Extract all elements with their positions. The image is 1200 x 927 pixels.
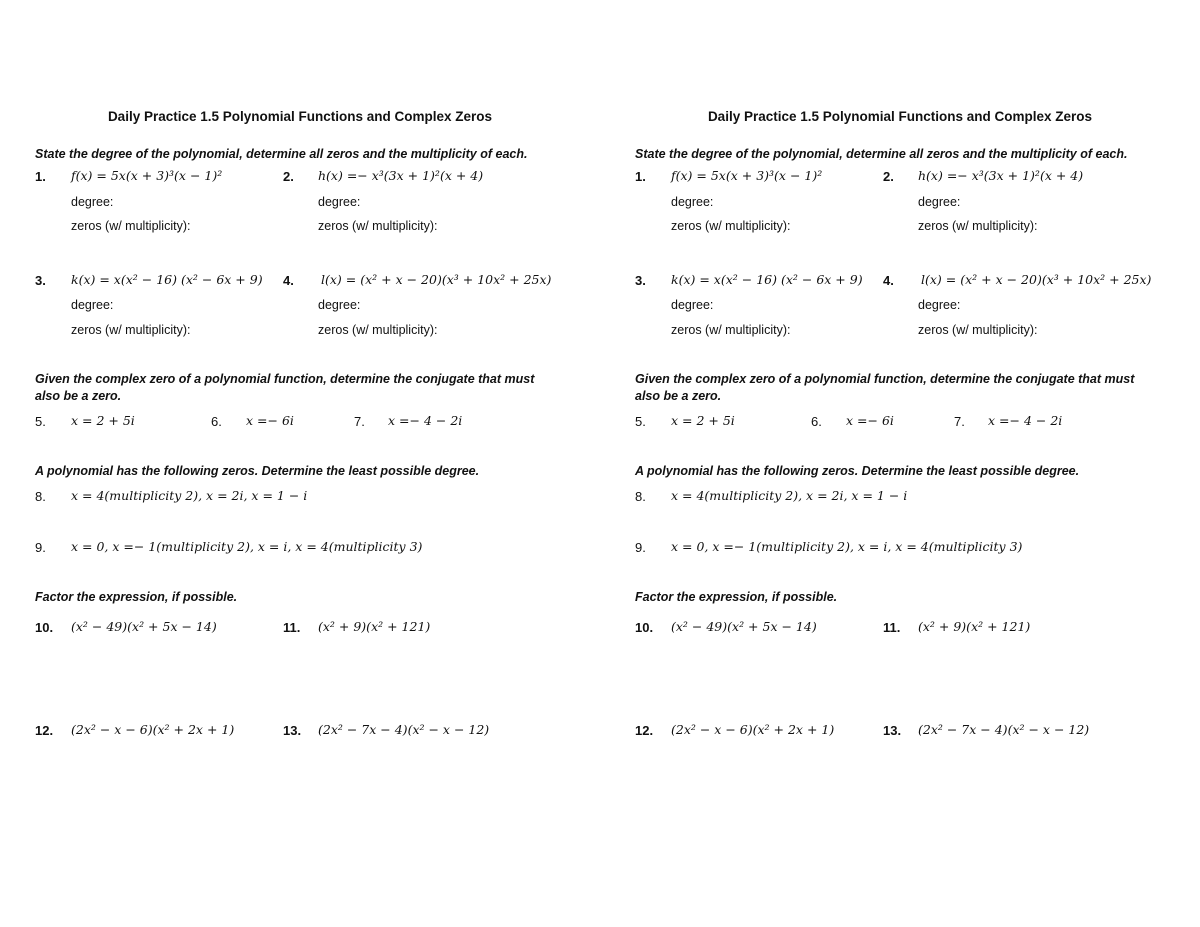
problem-6-number: 6. [211, 414, 222, 429]
problem-3-zeros-label: zeros (w/ multiplicity): [671, 323, 791, 337]
worksheet-title: Daily Practice 1.5 Polynomial Functions and Complex Zeros [707, 109, 1093, 124]
problem-4-expression: l(x) = (x² + x − 20)(x³ + 10x² + 25x) [921, 272, 1152, 287]
problem-8-number: 8. [635, 489, 646, 504]
problem-7-expression: x =− 4 − 2i [388, 413, 463, 428]
problem-1-number: 1. [635, 169, 646, 184]
problem-8-expression: x = 4(multiplicity 2), x = 2i, x = 1 − i [671, 488, 908, 503]
problem-2-zeros-label: zeros (w/ multiplicity): [318, 219, 438, 233]
problem-13-expression: (2x² − 7x − 4)(x² − x − 12) [318, 722, 490, 737]
problem-5-expression: x = 2 + 5i [671, 413, 735, 428]
problem-3-degree-label: degree: [71, 298, 114, 312]
problem-2-number: 2. [883, 169, 894, 184]
section2-instruction: Given the complex zero of a polynomial function, determine the conjugate that must also be a zero. [635, 372, 1135, 403]
problem-12-expression: (2x² − x − 6)(x² + 2x + 1) [71, 722, 235, 737]
section1-instruction: State the degree of the polynomial, determine all zeros and the multiplicity of each. [35, 147, 528, 161]
problem-4-degree-label: degree: [918, 298, 961, 312]
problem-2-expression: h(x) =− x³(3x + 1)²(x + 4) [318, 168, 484, 183]
problem-10-number: 10. [35, 620, 54, 635]
problem-4-zeros-label: zeros (w/ multiplicity): [318, 323, 438, 337]
problem-1-zeros-label: zeros (w/ multiplicity): [671, 219, 791, 233]
problem-6-expression: x =− 6i [246, 413, 294, 428]
problem-11-expression: (x² + 9)(x² + 121) [318, 619, 431, 634]
section1-instruction: State the degree of the polynomial, determine all zeros and the multiplicity of each. [635, 147, 1128, 161]
problem-3-number: 3. [35, 273, 46, 288]
problem-2-number: 2. [283, 169, 294, 184]
problem-3-number: 3. [635, 273, 646, 288]
problem-7-expression: x =− 4 − 2i [988, 413, 1063, 428]
problem-2-zeros-label: zeros (w/ multiplicity): [918, 219, 1038, 233]
problem-3-expression: k(x) = x(x² − 16) (x² − 6x + 9) [671, 272, 863, 287]
problem-13-number: 13. [883, 723, 902, 738]
problem-1-degree-label: degree: [671, 195, 714, 209]
problem-2-expression: h(x) =− x³(3x + 1)²(x + 4) [918, 168, 1084, 183]
problem-7-number: 7. [354, 414, 365, 429]
problem-2-degree-label: degree: [318, 195, 361, 209]
section3-instruction: A polynomial has the following zeros. Determine the least possible degree. [35, 464, 480, 478]
section4-instruction: Factor the expression, if possible. [35, 590, 238, 604]
problem-1-number: 1. [35, 169, 46, 184]
problem-10-expression: (x² − 49)(x² + 5x − 14) [71, 619, 217, 634]
problem-11-number: 11. [883, 620, 901, 635]
problem-3-expression: k(x) = x(x² − 16) (x² − 6x + 9) [71, 272, 263, 287]
worksheet-copy-left [35, 0, 595, 927]
problem-12-number: 12. [35, 723, 54, 738]
section4-instruction: Factor the expression, if possible. [635, 590, 838, 604]
problem-9-number: 9. [35, 540, 46, 555]
problem-11-expression: (x² + 9)(x² + 121) [918, 619, 1031, 634]
problem-6-number: 6. [811, 414, 822, 429]
problem-4-number: 4. [283, 273, 294, 288]
problem-7-number: 7. [954, 414, 965, 429]
problem-4-degree-label: degree: [318, 298, 361, 312]
problem-12-expression: (2x² − x − 6)(x² + 2x + 1) [671, 722, 835, 737]
problem-4-zeros-label: zeros (w/ multiplicity): [918, 323, 1038, 337]
problem-1-zeros-label: zeros (w/ multiplicity): [71, 219, 191, 233]
problem-11-number: 11. [283, 620, 301, 635]
problem-4-number: 4. [883, 273, 894, 288]
problem-3-zeros-label: zeros (w/ multiplicity): [71, 323, 191, 337]
section2-instruction: Given the complex zero of a polynomial function, determine the conjugate that must also be a zero. [35, 372, 535, 403]
problem-8-number: 8. [35, 489, 46, 504]
problem-10-number: 10. [635, 620, 654, 635]
problem-5-expression: x = 2 + 5i [71, 413, 135, 428]
problem-13-number: 13. [283, 723, 302, 738]
problem-5-number: 5. [635, 414, 646, 429]
problem-5-number: 5. [35, 414, 46, 429]
problem-12-number: 12. [635, 723, 654, 738]
problem-2-degree-label: degree: [918, 195, 961, 209]
worksheet-copy-right [635, 0, 1195, 927]
problem-9-number: 9. [635, 540, 646, 555]
problem-9-expression: x = 0, x =− 1(multiplicity 2), x = i, x = 4(multiplicity 3) [71, 539, 423, 554]
problem-8-expression: x = 4(multiplicity 2), x = 2i, x = 1 − i [71, 488, 308, 503]
worksheet-title: Daily Practice 1.5 Polynomial Functions and Complex Zeros [107, 109, 493, 124]
problem-3-degree-label: degree: [671, 298, 714, 312]
problem-1-expression: f(x) = 5x(x + 3)³(x − 1)² [671, 168, 823, 183]
problem-1-degree-label: degree: [71, 195, 114, 209]
problem-1-expression: f(x) = 5x(x + 3)³(x − 1)² [71, 168, 223, 183]
problem-6-expression: x =− 6i [846, 413, 894, 428]
problem-9-expression: x = 0, x =− 1(multiplicity 2), x = i, x = 4(multiplicity 3) [671, 539, 1023, 554]
problem-13-expression: (2x² − 7x − 4)(x² − x − 12) [918, 722, 1090, 737]
problem-10-expression: (x² − 49)(x² + 5x − 14) [671, 619, 817, 634]
problem-4-expression: l(x) = (x² + x − 20)(x³ + 10x² + 25x) [321, 272, 552, 287]
section3-instruction: A polynomial has the following zeros. Determine the least possible degree. [635, 464, 1080, 478]
